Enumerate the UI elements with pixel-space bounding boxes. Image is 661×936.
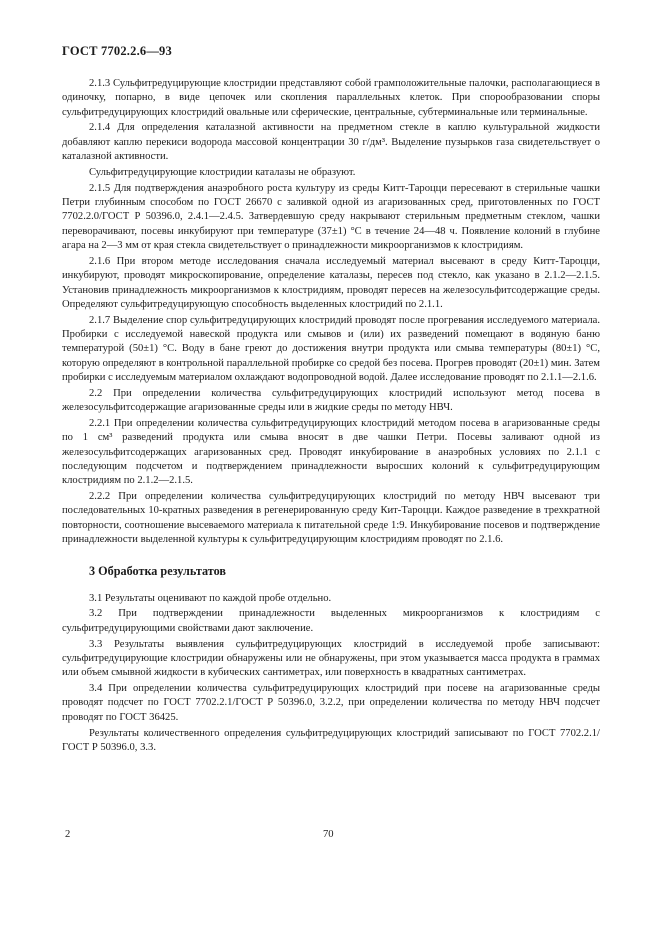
paragraph-2-1-5: 2.1.5 Для подтверждения анаэробного роста культуру из среды Китт-Тароцци пересевают в стерильные чашки Петри глубинным способом по ГОСТ 26670 с заливкой одной из агаризованных сред, приготовленных по ГОСТ 7702.2.0/ГОСТ Р 50396.0, 2.4.1—2.4.5. Затвердевшую среду накрывают стерильным предметным стеклом, чашки переворачивают, посевы инкубируют при температуре (37±1) °С в течение 24—48 ч. Появление колоний в глубине агара на 2—3 мм от края стекла свидетельствует о принадлежности микроорганизмов к клостридиям. xyxy=(62,182,600,252)
paragraph-2-1-6: 2.1.6 При втором методе исследования сначала исследуемый материал высевают в среду Китт-Тароцци, инкубируют, проводят микроскопирование, определение каталазы, пересев под стекло, как указано в 2.1.2—2.1.5. Установив принадлежность микроорганизмов к клостридиям, проводят пересев на железосульфитсодержащие среды. Определяют сульфитредуцирующую способность выделенных клостридий по 2.1.1. xyxy=(62,255,600,310)
footer-left-number: 2 xyxy=(65,829,71,840)
paragraph-2-2-2: 2.2.2 При определении количества сульфитредуцирующих клостридий по методу НВЧ высевают три последовательных 10-кратных разведения в регенерированную среду Кит-Тароцци. Каждое разведение в трехкратной повторности, соотношение высеваемого материала к питательной среде 1:9. Инкубирование посевов и подтверждение принадлежности выделенной культуры к сульфитредуцирующим клостридиям проводят по 2.1.6. xyxy=(62,491,600,545)
section-title: 3 Обработка результатов xyxy=(89,564,226,579)
paragraph-results-record: Результаты количественного определения сульфитредуцирующих клостридий записывают по ГОСТ 7702.2.1/ГОСТ Р 50396.0, 3.3. xyxy=(62,727,600,753)
page-number: 70 xyxy=(323,829,334,840)
paragraph-3-2: 3.2 При подтверждении принадлежности выделенных микроорганизмов к клостридиям с сульфитредуцирующими свойствами дают заключение. xyxy=(62,608,600,634)
paragraph-catalase-note: Сульфитредуцирующие клостридии каталазы не образуют. xyxy=(89,166,356,178)
document-body xyxy=(62,77,600,757)
paragraph-2-2-1: 2.2.1 При определении количества сульфитредуцирующих клостридий методом посева в агаризованные среды по 1 см³ разведений продукта или смыва вносят в две чашки Петри. Посевы заливают одной из железосульфитсодержащих агаризованных сред. Проводят инкубирование в анаэробных условиях по 2.1.1 с последующим подсчетом и подтверждением принадлежности выросших колоний к сульфитредуцирующим клостридиям по 2.1.2—2.1.5. xyxy=(62,417,600,487)
paragraph-2-1-7: 2.1.7 Выделение спор сульфитредуцирующих клостридий проводят после прогревания исследуемого материала. Пробирки с исследуемой навеской продукта или смывов и (или) их разведений помещают в водяную баню температурой (50±1) °С. Воду в бане греют до достижения внутри продукта или смыва температуры (80±1) °С, которую определяют в контрольной параллельной пробирке со средой без посева. Прогрев проводят (20±1) мин. Затем пробирки с исследуемым материалом охлаждают водопроводной водой. Далее исследование проводят по 2.1.1—2.1.6. xyxy=(62,314,600,383)
paragraph-2-1-3: 2.1.3 Сульфитредуцирующие клостридии представляют собой грамположительные палочки, располагающиеся в одиночку, попарно, в виде цепочек или скопления параллельных клеток. При спорообразовании споры сульфитредуцирующих клостридий овальные или сферические, центральные, субтерминальные или терминальные. xyxy=(62,78,600,118)
paragraph-3-4: 3.4 При определении количества сульфитредуцирующих клостридий при посеве на агаризованные среды проводят подсчет по ГОСТ 7702.2.1/ГОСТ Р 50396.0, 3.2.2, при определении количества по методу НВЧ подсчет проводят по ГОСТ 36425. xyxy=(62,683,600,723)
paragraph-3-1: 3.1 Результаты оценивают по каждой пробе отдельно. xyxy=(89,592,332,604)
document-header: ГОСТ 7702.2.6—93 xyxy=(62,44,172,58)
paragraph-3-3: 3.3 Результаты выявления сульфитредуцирующих клостридий в исследуемой пробе записывают: сульфитредуцирующие клостридии обнаружены или не обнаружены, при этом указывается масса продукта в граммах или объем смывной жидкости в кубических сантиметрах, или поверхность в квадратных сантиметрах. xyxy=(62,638,600,679)
paragraph-2-2: 2.2 При определении количества сульфитредуцирующих клостридий используют метод посева в железосульфитсодержащие агаризованные среды или в жидкие среды по методу НВЧ. xyxy=(62,387,600,414)
paragraph-2-1-4: 2.1.4 Для определения каталазной активности на предметном стекле в каплю культуральной жидкости добавляют каплю перекиси водорода массовой концентрации 30 г/дм³. Выделение пузырьков газа свидетельствует о каталазной активности. xyxy=(62,122,600,163)
